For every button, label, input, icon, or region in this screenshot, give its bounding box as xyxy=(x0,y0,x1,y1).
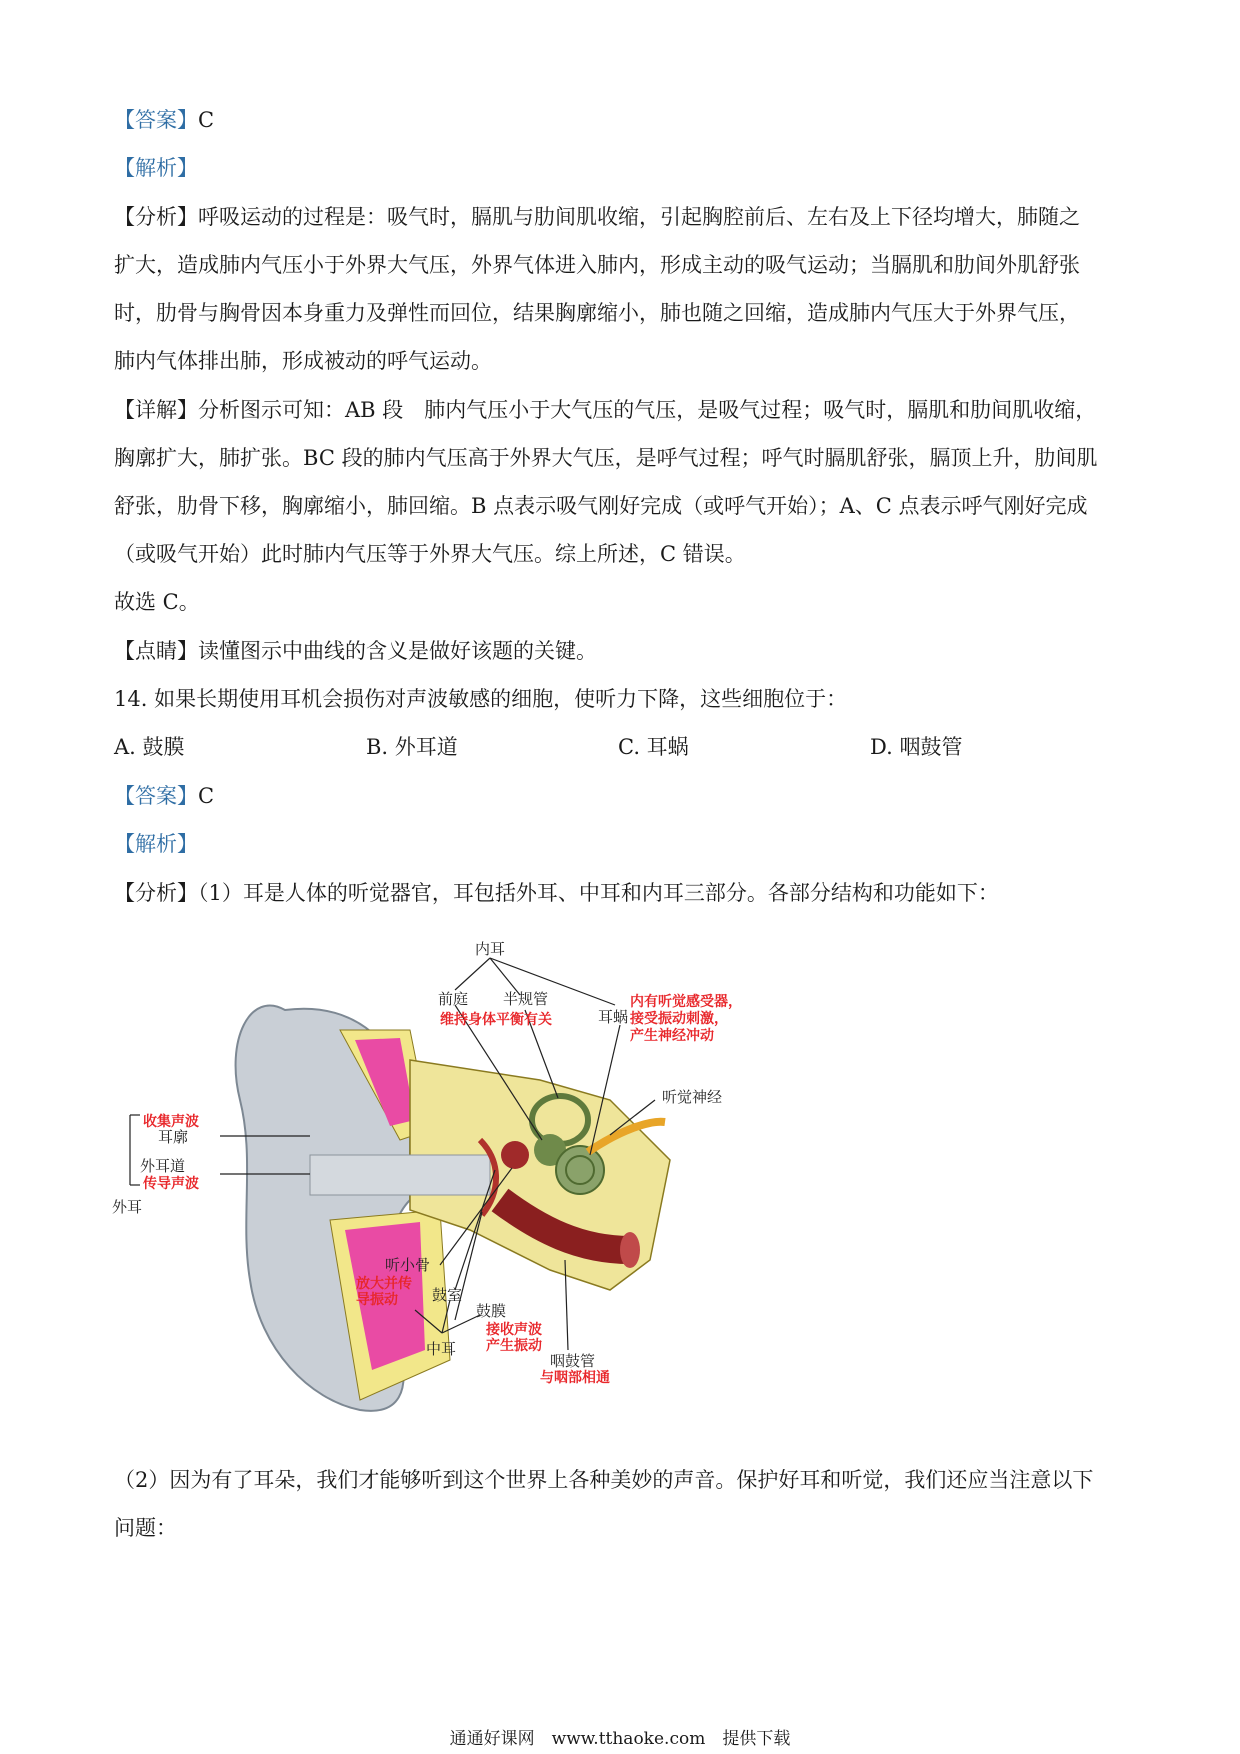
answer-line-14 xyxy=(114,782,214,810)
label-ossicles-function-2: 导振动 xyxy=(356,1292,398,1308)
label-pinna-function: 收集声波 xyxy=(143,1114,199,1130)
label-eardrum: 鼓膜 xyxy=(476,1302,507,1320)
question-14-stem: 14. 如果长期使用耳机会损伤对声波敏感的细胞，使听力下降，这些细胞位于： xyxy=(114,687,848,711)
label-tympanic-cavity: 鼓室 xyxy=(432,1286,463,1304)
fenxi-line-4: 肺内气体排出肺，形成被动的呼气运动。 xyxy=(114,349,492,373)
fenxi-line-14: 【分析】（1）耳是人体的听觉器官，耳包括外耳、中耳和内耳三部分。各部分结构和功能如下： xyxy=(114,881,999,905)
jiexi-heading: 【解析】 xyxy=(114,156,198,180)
dianjing-tag: 【点睛】 xyxy=(114,639,198,663)
para2-line-2: 问题： xyxy=(114,1516,177,1540)
label-pinna: 耳廓 xyxy=(158,1128,189,1146)
label-vestibule: 前庭 xyxy=(438,990,469,1008)
answer-tag: 【答案】 xyxy=(114,108,198,132)
option-d: D. 咽鼓管 xyxy=(870,735,963,759)
ear-anatomy-diagram xyxy=(110,930,870,1430)
ossicles-shape xyxy=(501,1141,529,1169)
label-ear-canal: 外耳道 xyxy=(140,1157,186,1175)
label-ossicles-function-1: 放大并传 xyxy=(356,1276,412,1292)
label-semicircular: 半规管 xyxy=(503,990,549,1008)
fenxi-tag: 【分析】 xyxy=(114,205,198,229)
xiangjie-line-4: （或吸气开始）此时肺内气压等于外界大气压。综上所述，C 错误。 xyxy=(114,542,746,566)
fenxi-tag: 【分析】 xyxy=(114,881,198,905)
label-cochlea: 耳蜗 xyxy=(598,1008,629,1026)
option-a: A. 鼓膜 xyxy=(114,735,185,759)
answer-value: C xyxy=(198,784,215,808)
answer-line xyxy=(114,106,214,134)
ear-canal-shape xyxy=(310,1155,490,1195)
answer-value: C xyxy=(198,108,215,132)
label-vestibule-function: 维持身体平衡有关 xyxy=(440,1012,552,1028)
label-eustachian-function: 与咽部相通 xyxy=(540,1370,610,1386)
jiexi-heading-14: 【解析】 xyxy=(114,832,198,856)
answer-tag: 【答案】 xyxy=(114,784,198,808)
label-outer-ear: 外耳 xyxy=(112,1198,143,1216)
label-inner-ear: 内耳 xyxy=(475,940,506,958)
page-footer: 通通好课网 www.tthaoke.com 提供下载 xyxy=(449,1729,791,1749)
xiangjie-line-2: 胸廓扩大，肺扩张。BC 段的肺内气压高于外界大气压，是呼气过程；呼气时膈肌舒张，膈顶上升，肋间肌 xyxy=(114,446,1098,470)
para2-line-1: （2）因为有了耳朵，我们才能够听到这个世界上各种美妙的声音。保护好耳和听觉，我们还应当注意以下 xyxy=(114,1468,1094,1492)
xiangjie-line-1: 【详解】分析图示可知：AB 段 肺内气压小于大气压的气压，是吸气过程；吸气时，膈肌和肋间肌收缩， xyxy=(114,398,1097,422)
label-eardrum-function-2: 产生振动 xyxy=(486,1338,542,1354)
label-auditory-nerve: 听觉神经 xyxy=(662,1088,723,1106)
label-cochlea-function-2: 接受振动刺激， xyxy=(630,1011,728,1027)
label-eustachian: 咽鼓管 xyxy=(550,1352,596,1370)
option-c: C. 耳蜗 xyxy=(618,735,689,759)
dianjing-line: 【点睛】读懂图示中曲线的含义是做好该题的关键。 xyxy=(114,639,597,663)
fenxi-line-1: 【分析】呼吸运动的过程是：吸气时，膈肌与肋间肌收缩，引起胸腔前后、左右及上下径均增大，肺随之 xyxy=(114,205,1080,229)
cochlea-shape xyxy=(556,1146,604,1194)
label-cochlea-function-3: 产生神经冲动 xyxy=(630,1028,714,1044)
conclusion: 故选 C。 xyxy=(114,590,200,614)
fenxi-line-3: 时，肋骨与胸骨因本身重力及弹性而回位，结果胸廓缩小，肺也随之回缩，造成肺内气压大于外界气压， xyxy=(114,301,1080,325)
label-cochlea-function-1: 内有听觉感受器， xyxy=(630,994,742,1010)
option-b: B. 外耳道 xyxy=(366,735,458,759)
fenxi-line-2: 扩大，造成肺内气压小于外界大气压，外界气体进入肺内，形成主动的吸气运动；当膈肌和肋间外肌舒张 xyxy=(114,253,1080,277)
xiangjie-line-3: 舒张，肋骨下移，胸廓缩小，肺回缩。B 点表示吸气刚好完成（或呼气开始）；A、C 点表示呼气刚好完成 xyxy=(114,494,1088,518)
label-middle-ear: 中耳 xyxy=(426,1340,457,1358)
label-canal-function: 传导声波 xyxy=(143,1176,199,1192)
label-eardrum-function-1: 接收声波 xyxy=(486,1322,542,1338)
eustachian-opening xyxy=(620,1232,640,1268)
label-ossicles: 听小骨 xyxy=(385,1256,431,1274)
xiangjie-tag: 【详解】 xyxy=(114,398,198,422)
